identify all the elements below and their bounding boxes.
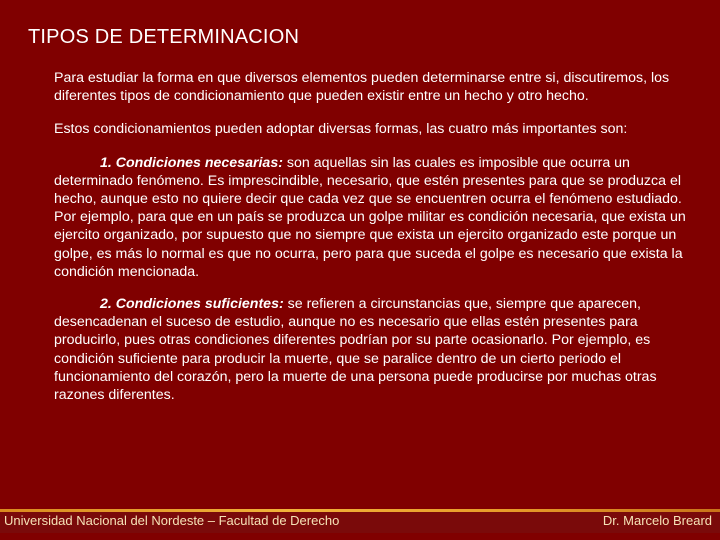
item-sufficient-conditions (54, 295, 700, 404)
footer-author: Dr. Marcelo Breard (602, 513, 712, 528)
item-heading-sufficient: 2. Condiciones suficientes: (100, 296, 284, 313)
item-necessary-conditions (54, 154, 700, 281)
item-heading-necessary: 1. Condiciones necesarias: (100, 154, 283, 171)
forms-paragraph: Estos condicionamientos pueden adoptar diversas formas, las cuatro más importantes son: (54, 121, 628, 138)
footer-accent-line (0, 509, 720, 512)
intro-paragraph: Para estudiar la forma en que diversos elementos pueden determinarse entre si, discutiremos, los diferentes tipos de condicionamiento que pueden existir entre un hecho y otro hecho. (54, 70, 670, 105)
slide-body (54, 69, 700, 418)
slide-title: TIPOS DE DETERMINACION (28, 26, 300, 48)
item-text-necessary: son aquellas sin las cuales es imposible que ocurra un determinado fenómeno. Es imprescindible, necesario, que estén presentes para que se produzca el hecho, aunque esto no quiere decir que cada vez que se encuentren ocurra el fenómeno estudiado. Por ejemplo, para que en un país se produzca un golpe militar es condición necesaria, que exista un ejercito organizado, por supuesto que no siempre que exista un ejercito organizado este porque un golpe, es más lo normal es que no ocurra, pero para que suceda el golpe es necesario que exista la condición mencionada. (54, 154, 686, 280)
footer-institution: Universidad Nacional del Nordeste – Facultad de Derecho (4, 513, 340, 528)
item-text-sufficient: se refieren a circunstancias que, siempre que aparecen, desencadenan el suceso de estudio, aunque no es necesario que ellas estén presentes para producirlo, pues otras condiciones diferentes podrían por su parte ocasionarlo. Por ejemplo, es condición suficiente para producir la muerte, que se paralice dentro de un cierto periodo el funcionamiento del corazón, pero la muerte de una persona puede producirse por muchas otras razones diferentes. (54, 296, 657, 404)
